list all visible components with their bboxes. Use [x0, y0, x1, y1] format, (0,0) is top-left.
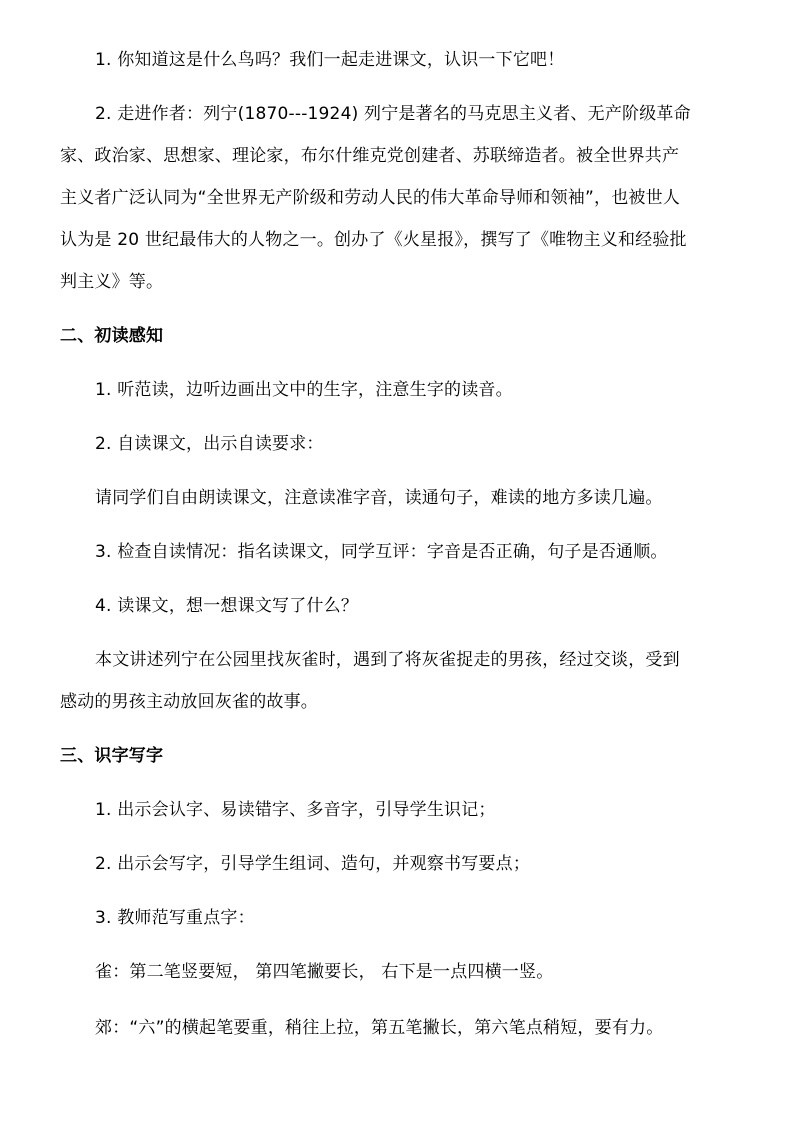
section-3-item-3: 3. 教师范写重点字：: [95, 908, 255, 928]
section-2-item-4: 4. 读课文，想一想课文写了什么？: [95, 596, 359, 616]
intro-item-1: 1. 你知道这是什么鸟吗？我们一起走进课文，认识一下它吧！: [95, 50, 565, 70]
section-3-char-jiao: 郊：“六”的横起笔要重，稍往上拉，第五笔撇长，第六笔点稍短，要有力。: [95, 1018, 664, 1038]
intro-item-2-line-2: 家、政治家、思想家、理论家，布尔什维克党创建者、苏联缔造者。被全世界共产: [60, 146, 680, 166]
section-3-char-que: 雀：第二笔竖要短， 第四笔撇要长， 右下是一点四横一竖。: [95, 962, 554, 982]
section-3-item-2: 2. 出示会写字，引导学生组词、造句，并观察书写要点；: [95, 854, 531, 874]
section-2-requirement: 请同学们自由朗读课文，注意读准字音，读通句子，难读的地方多读几遍。: [95, 488, 663, 508]
intro-item-2-line-5: 判主义》等。: [60, 272, 164, 292]
intro-item-2-line-4: 认为是 20 世纪最伟大的人物之一。创办了《火星报》，撰写了《唯物主义和经验批: [60, 230, 687, 250]
section-2-item-1: 1. 听范读，边听边画出文中的生字，注意生字的读音。: [95, 380, 513, 400]
section-2-item-2: 2. 自读课文，出示自读要求：: [95, 434, 324, 454]
section-2-summary-line-1: 本文讲述列宁在公园里找灰雀时，遇到了将灰雀捉走的男孩，经过交谈，受到: [95, 650, 680, 670]
section-2-heading: 二、初读感知: [60, 326, 164, 346]
section-2-summary-line-2: 感动的男孩主动放回灰雀的故事。: [60, 692, 318, 712]
intro-item-2-line-1: 2. 走进作者：列宁(1870---1924) 列宁是著名的马克思主义者、无产阶级革命: [95, 104, 691, 124]
section-3-item-1: 1. 出示会认字、易读错字、多音字，引导学生识记；: [95, 800, 496, 820]
section-2-item-3: 3. 检查自读情况：指名读课文，同学互评：字音是否正确，句子是否通顺。: [95, 542, 668, 562]
section-3-heading: 三、识字写字: [60, 746, 164, 766]
intro-item-2-line-3: 主义者广泛认同为“全世界无产阶级和劳动人民的伟大革命导师和领袖”，也被世人: [60, 188, 681, 208]
